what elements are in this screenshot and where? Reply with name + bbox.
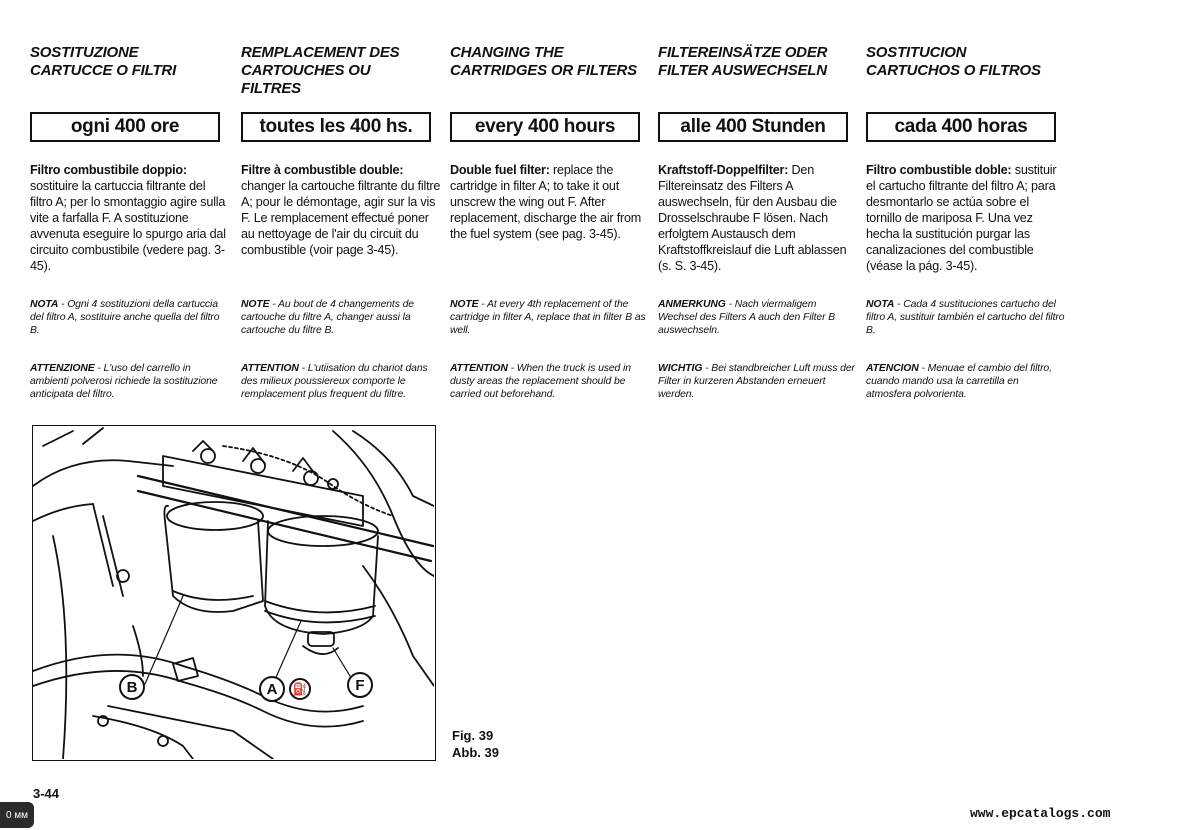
callout-a-label: A — [266, 680, 278, 698]
fuel-filter-illustration — [32, 425, 436, 761]
callout-f-label: F — [355, 676, 365, 694]
note-text: - Ogni 4 sostituzioni della cartuccia del filtro A, sostituire anche quella del filtro B. — [30, 299, 220, 336]
note — [866, 298, 1066, 337]
note-label: NOTA — [866, 299, 895, 310]
figure-caption-it: Fig. 39 — [452, 728, 494, 743]
interval-box: alle 400 Stunden — [658, 112, 848, 142]
instruction-lead: Kraftstoff-Doppelfilter: — [658, 163, 789, 177]
figure-caption — [452, 727, 499, 761]
interval-box: toutes les 400 hs. — [241, 112, 431, 142]
warning — [241, 362, 441, 401]
warning — [866, 362, 1066, 401]
instruction-lead: Double fuel filter: — [450, 163, 550, 177]
page-number: 3-44 — [33, 786, 60, 801]
warning-label: ATTENTION — [241, 363, 299, 374]
note-text: - Au bout de 4 changements de cartouche du filtre A, changer aussi la cartouche du filtre B. — [241, 299, 414, 336]
instruction-body: changer la cartouche filtrante du filtre A; pour le démontage, agir sur la vis F. Le remplacement effectué poner au nettoyage de l'air du circuit du combustible (voir page 3-45). — [241, 179, 441, 257]
warning-text: - Menuae el cambio del filtro, cuando mando usa la carretilla en atmosfera polvorienta. — [866, 363, 1052, 400]
instruction-lead: Filtre à combustible double: — [241, 163, 404, 177]
figure-caption-de: Abb. 39 — [452, 745, 499, 760]
warning-text: - L'utiisation du chariot dans des milieux poussiereux comporte le remplacement plus frequent du filtre. — [241, 363, 428, 400]
callout-f — [347, 672, 373, 698]
note — [30, 298, 230, 337]
instruction-lead: Filtro combustibile doppio: — [30, 163, 187, 177]
warning — [30, 362, 230, 401]
column-french — [241, 44, 441, 400]
note — [450, 298, 650, 337]
note-label: NOTE — [241, 299, 270, 310]
measurement-badge: 0 мм — [0, 802, 34, 828]
warning — [658, 362, 858, 401]
fuel-filter-drawing — [33, 426, 434, 759]
note-label: ANMERKUNG — [658, 299, 726, 310]
interval-box: ogni 400 ore — [30, 112, 220, 142]
instruction-text — [450, 162, 650, 242]
column-spanish — [866, 44, 1065, 400]
instruction-text — [241, 162, 441, 258]
fuel-symbol-icon: ⛽ — [289, 678, 311, 700]
instruction-text — [866, 162, 1066, 274]
note-text: - Nach viermaligem Wechsel des Filters A auch den Filter B auswechseln. — [658, 299, 836, 336]
column-english — [450, 44, 646, 400]
section-title: CHANGING THE CARTRIDGES OR FILTERS — [450, 44, 637, 79]
interval-box: every 400 hours — [450, 112, 640, 142]
note-label: NOTE — [450, 299, 479, 310]
instruction-text — [658, 162, 858, 274]
callout-b — [119, 674, 145, 700]
note-text: - At every 4th replacement of the cartridge in filter A, replace that in filter B as well. — [450, 299, 646, 336]
warning-label: ATENCION — [866, 363, 919, 374]
column-italian — [30, 44, 226, 400]
warning-text: - When the truck is used in dusty areas the replacement should be carried out beforehand. — [450, 363, 631, 400]
section-title: REMPLACEMENT DES CARTOUCHES OU FILTRES — [241, 44, 400, 97]
instruction-body: replace the cartridge in filter A; to take it out unscrew the wing out F. After replacement, discharge the air from the fuel system (see pag. 3-45). — [450, 163, 642, 241]
warning-label: ATTENTION — [450, 363, 508, 374]
instruction-body: sustituir el cartucho filtrante del filtro A; para desmontarlo se actúa sobre el tornillo de mariposa F. Una vez hecha la sustitución purgar las canalizaciones del combustible (véase la pág. 3-45). — [866, 163, 1057, 273]
instruction-body: Den Filtereinsatz des Filters A auswechseln, für den Ausbau die Drosselschraube F lösen. Nach erfolgtem Austausch dem Kraftstoffkreislauf die Luft ablassen (s. S. 3-45). — [658, 163, 847, 273]
warning-label: ATTENZIONE — [30, 363, 95, 374]
section-title: SOSTITUCION CARTUCHOS O FILTROS — [866, 44, 1041, 79]
warning-label: WICHTIG — [658, 363, 703, 374]
callout-a — [259, 676, 285, 702]
instruction-text — [30, 162, 230, 274]
column-german — [658, 44, 855, 400]
footer-url: www.epcatalogs.com — [970, 806, 1111, 821]
instruction-lead: Filtro combustible doble: — [866, 163, 1012, 177]
note — [241, 298, 441, 337]
note-text: - Cada 4 sustituciones cartucho del filtro A, sustituir también el cartucho del filtro B. — [866, 299, 1065, 336]
warning-text: - Bei standbreicher Luft muss der Filter in kurzeren Abstanden erneuert werden. — [658, 363, 855, 400]
section-title: SOSTITUZIONE CARTUCCE O FILTRI — [30, 44, 177, 79]
warning-text: - L'uso del carrello in ambienti polverosi richiede la sostituzione anticipata del filtro. — [30, 363, 218, 400]
note — [658, 298, 858, 337]
callout-b-label: B — [126, 678, 138, 696]
section-title: FILTEREINSÄTZE ODER FILTER AUSWECHSELN — [658, 44, 828, 79]
instruction-body: sostituire la cartuccia filtrante del filtro A; per lo smontaggio agire sulla vite a farfalla F. A sostituzione avvenuta eseguire lo spurgo aria dal circuito combustibile (vedere pag. 3-45). — [30, 179, 226, 273]
note-label: NOTA — [30, 299, 59, 310]
interval-box: cada 400 horas — [866, 112, 1056, 142]
warning — [450, 362, 650, 401]
